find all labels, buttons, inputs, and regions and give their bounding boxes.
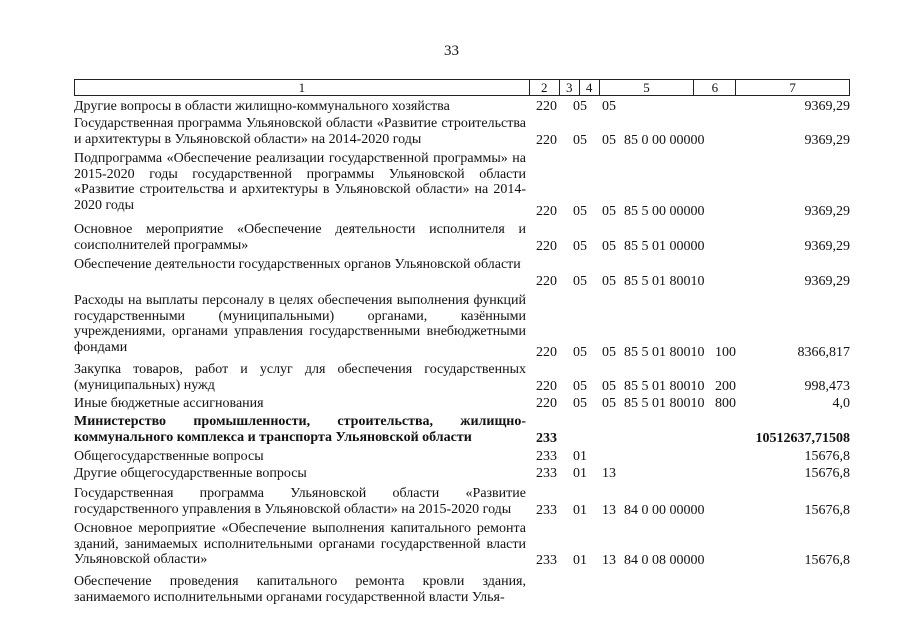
row-code-3: 05 — [573, 99, 587, 114]
row-amount: 15676,8 — [804, 449, 850, 464]
row-code-4: 05 — [602, 204, 616, 219]
row-code-2: 220 — [536, 379, 557, 394]
row-code-2: 220 — [536, 99, 557, 114]
row-code-5: 85 0 00 00000 — [624, 133, 705, 148]
row-code-2: 220 — [536, 396, 557, 411]
row-amount: 10512637,71508 — [755, 431, 850, 446]
row-code-3: 01 — [573, 503, 587, 518]
header-col-3: 3 — [559, 80, 579, 95]
row-code-3: 05 — [573, 396, 587, 411]
row-code-5: 85 5 01 80010 — [624, 396, 705, 411]
row-code-5: 85 5 01 00000 — [624, 239, 705, 254]
row-amount: 9369,29 — [804, 274, 850, 289]
row-name: Обеспечение деятельности государственных органов Ульяновской области — [74, 257, 521, 272]
row-code-3: 01 — [573, 449, 587, 464]
row-code-3: 05 — [573, 239, 587, 254]
row-code-2: 233 — [536, 431, 557, 446]
header-col-4: 4 — [579, 80, 599, 95]
row-code-2: 233 — [536, 503, 557, 518]
table-header — [74, 79, 850, 96]
header-col-7: 7 — [735, 80, 849, 95]
row-amount: 4,0 — [832, 396, 850, 411]
row-code-4: 13 — [602, 466, 616, 481]
header-col-2: 2 — [529, 80, 559, 95]
row-code-2: 233 — [536, 553, 557, 568]
row-code-2: 233 — [536, 449, 557, 464]
header-col-6: 6 — [693, 80, 735, 95]
row-code-5: 84 0 08 00000 — [624, 553, 705, 568]
row-amount: 15676,8 — [804, 466, 850, 481]
row-code-5: 84 0 00 00000 — [624, 503, 705, 518]
row-name: Закупка товаров, работ и услуг для обеспечения государственных (муниципальных) нужд — [74, 362, 526, 393]
row-amount: 998,473 — [804, 379, 850, 394]
row-name: Подпрограмма «Обеспечение реализации государственной программы» на 2015-2020 годы государственной программы Ульяновской области «Развитие строительства и архитектуры в Ульяновской области» на 2014-2020 годы — [74, 151, 526, 213]
row-code-4: 05 — [602, 345, 616, 360]
header-col-5: 5 — [599, 80, 694, 95]
row-name: Другие общегосударственные вопросы — [74, 466, 307, 481]
row-code-4: 05 — [602, 133, 616, 148]
row-name: Иные бюджетные ассигнования — [74, 396, 264, 411]
row-code-3: 05 — [573, 274, 587, 289]
row-code-3: 05 — [573, 133, 587, 148]
row-code-2: 220 — [536, 133, 557, 148]
row-code-5: 85 5 01 80010 — [624, 274, 705, 289]
row-name: Расходы на выплаты персоналу в целях обеспечения выполнения функций государственными (муниципальными) органами, казёнными учреждениями, органами управления государственными внебюджетными фондами — [74, 293, 526, 355]
page-number: 33 — [444, 43, 459, 59]
row-code-4: 05 — [602, 396, 616, 411]
row-code-2: 233 — [536, 466, 557, 481]
row-name: Общегосударственные вопросы — [74, 449, 264, 464]
row-amount: 9369,29 — [804, 204, 850, 219]
row-amount: 9369,29 — [804, 99, 850, 114]
row-amount: 9369,29 — [804, 133, 850, 148]
row-code-5: 85 5 01 80010 — [624, 379, 705, 394]
row-code-2: 220 — [536, 345, 557, 360]
row-code-4: 13 — [602, 503, 616, 518]
row-code-3: 01 — [573, 466, 587, 481]
row-code-3: 05 — [573, 379, 587, 394]
row-code-4: 05 — [602, 99, 616, 114]
row-code-2: 220 — [536, 239, 557, 254]
row-code-2: 220 — [536, 274, 557, 289]
row-code-6: 100 — [715, 345, 736, 360]
row-code-4: 05 — [602, 274, 616, 289]
header-col-1: 1 — [298, 80, 306, 95]
row-code-4: 05 — [602, 239, 616, 254]
row-code-2: 220 — [536, 204, 557, 219]
row-name: Государственная программа Ульяновской области «Развитие строительства и архитектуры в Ульяновской области» на 2014-2020 годы — [74, 116, 526, 147]
row-code-5: 85 5 00 00000 — [624, 204, 705, 219]
row-name: Другие вопросы в области жилищно-коммунального хозяйства — [74, 99, 450, 114]
row-amount: 15676,8 — [804, 503, 850, 518]
row-code-4: 05 — [602, 379, 616, 394]
row-code-3: 05 — [573, 345, 587, 360]
row-amount: 15676,8 — [804, 553, 850, 568]
row-code-4: 13 — [602, 553, 616, 568]
row-code-6: 200 — [715, 379, 736, 394]
row-amount: 8366,817 — [797, 345, 850, 360]
row-name: Министерство промышленности, строительства, жилищно-коммунального комплекса и транспорта Ульяновской области — [74, 414, 526, 445]
row-name: Основное мероприятие «Обеспечение деятельности исполнителя и соисполнителей программы» — [74, 222, 526, 253]
row-name: Государственная программа Ульяновской области «Развитие государственного управления в Ульяновской области» на 2015-2020 годы — [74, 486, 526, 517]
row-code-5: 85 5 01 80010 — [624, 345, 705, 360]
row-name: Основное мероприятие «Обеспечение выполнения капитального ремонта зданий, занимаемых исполнительными органами государственной власти Ульяновской области» — [74, 521, 526, 567]
row-code-3: 05 — [573, 204, 587, 219]
row-code-6: 800 — [715, 396, 736, 411]
row-code-3: 01 — [573, 553, 587, 568]
row-name: Обеспечение проведения капитального ремонта кровли здания, занимаемого исполнительными органами государственной власти Улья- — [74, 574, 526, 605]
row-amount: 9369,29 — [804, 239, 850, 254]
